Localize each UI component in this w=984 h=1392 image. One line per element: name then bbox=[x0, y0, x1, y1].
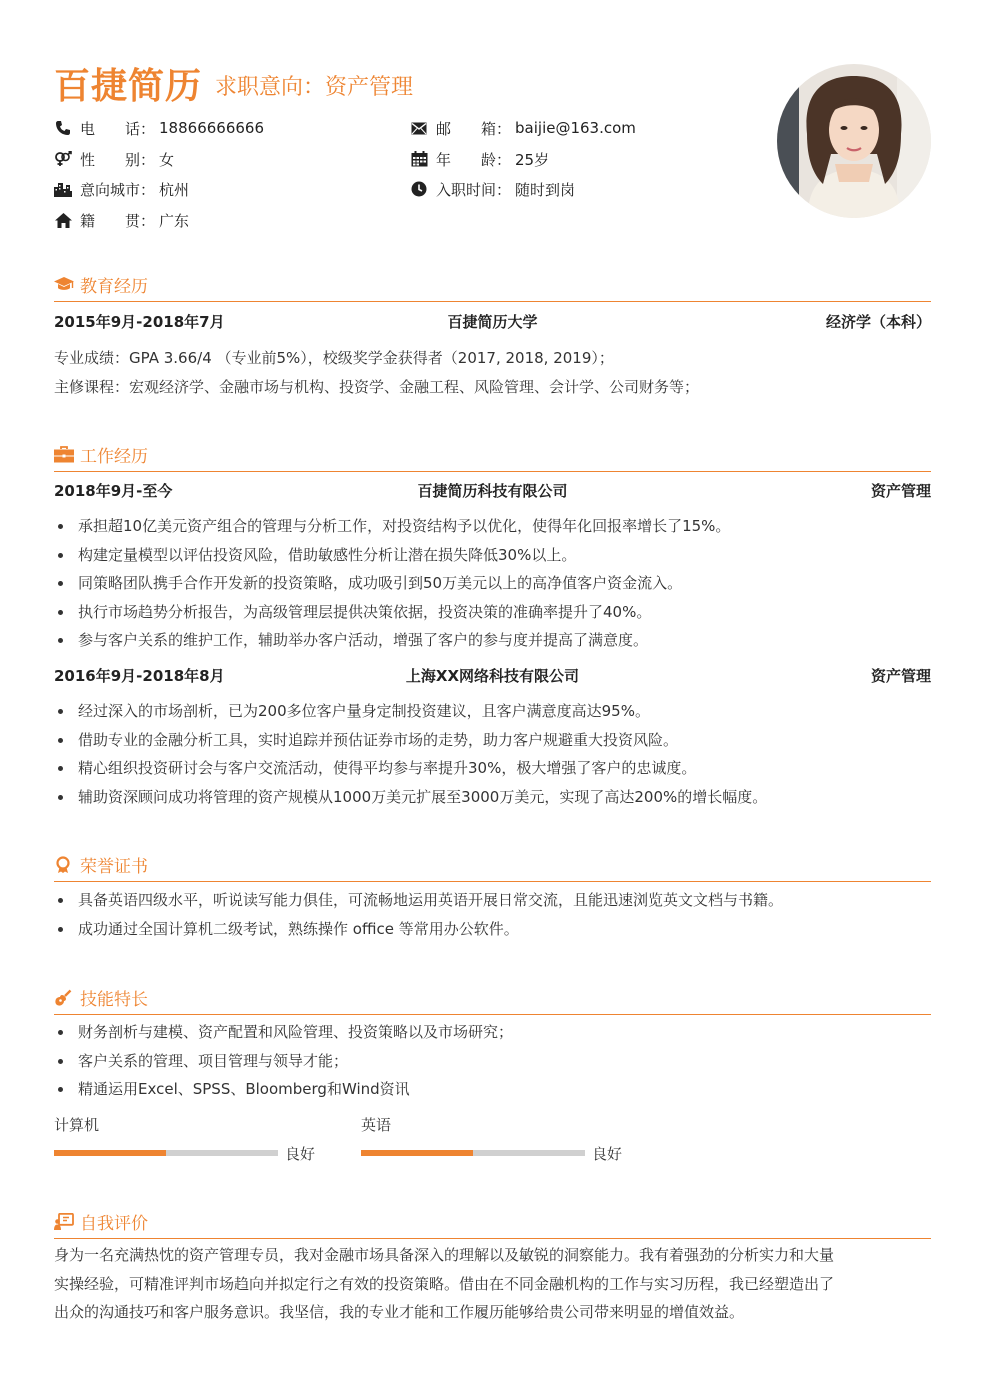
skill-computer-bar bbox=[54, 1150, 278, 1156]
briefcase-icon bbox=[54, 446, 74, 464]
honors-bullets bbox=[54, 886, 931, 943]
profile-photo bbox=[777, 64, 931, 218]
list-item: 具备英语四级水平，听说读写能力俱佳，可流畅地运用英语开展日常交流，且能迅速浏览英文文档与书籍。 bbox=[54, 886, 931, 915]
clock-icon bbox=[410, 180, 428, 198]
skills-section-header bbox=[54, 985, 931, 1015]
phone-row bbox=[54, 117, 264, 139]
job-1-row bbox=[54, 480, 931, 502]
graduation-cap-icon bbox=[54, 276, 74, 294]
skill-computer-label: 计算机 bbox=[54, 1116, 100, 1134]
age-row bbox=[410, 148, 549, 170]
age-label: 年 龄： bbox=[436, 150, 512, 169]
education-title: 教育经历 bbox=[80, 277, 148, 297]
job-2-date: 2016年9月-2018年8月 bbox=[54, 667, 225, 685]
presenter-icon bbox=[54, 1213, 74, 1231]
award-icon bbox=[54, 856, 74, 874]
skill-english-level: 良好 bbox=[592, 1145, 623, 1163]
skills-title: 技能特长 bbox=[80, 990, 148, 1010]
guitar-icon bbox=[54, 989, 74, 1007]
job-intent: 求职意向：资产管理 bbox=[215, 75, 414, 100]
list-item: 构建定量模型以评估投资风险，借助敏感性分析让潜在损失降低30%以上。 bbox=[54, 541, 931, 570]
list-item: 同策略团队携手合作开发新的投资策略，成功吸引到50万美元以上的高净值客户资金流入。 bbox=[54, 569, 931, 598]
skill-english-label: 英语 bbox=[361, 1116, 392, 1134]
education-row bbox=[54, 311, 931, 333]
self-title: 自我评价 bbox=[80, 1214, 148, 1234]
list-item: 借助专业的金融分析工具，实时追踪并预估证券市场的走势，助力客户规避重大投资风险。 bbox=[54, 726, 931, 755]
mail-icon bbox=[410, 119, 428, 137]
education-section-header bbox=[54, 272, 931, 302]
education-courses: 主修课程：宏观经济学、金融市场与机构、投资学、金融工程、风险管理、会计学、公司财务等； bbox=[54, 378, 700, 396]
calendar-icon bbox=[410, 150, 428, 168]
list-item: 财务剖析与建模、资产配置和风险管理、投资策略以及市场研究； bbox=[54, 1018, 931, 1047]
email-label: 邮 箱： bbox=[436, 119, 512, 138]
email-value: baijie@163.com bbox=[515, 119, 636, 137]
start-value: 随时到岗 bbox=[515, 180, 576, 199]
list-item: 辅助资深顾问成功将管理的资产规模从1000万美元扩展至3000万美元，实现了高达200%的增长幅度。 bbox=[54, 783, 931, 812]
city-icon bbox=[54, 180, 72, 198]
self-section-header bbox=[54, 1209, 931, 1239]
skill-computer-bar-fill bbox=[54, 1150, 166, 1156]
gender-row bbox=[54, 148, 174, 170]
education-grades: 专业成绩：GPA 3.66/4 （专业前5%），校级奖学金获得者（2017, 2018, 2019）； bbox=[54, 349, 614, 367]
job-2-row bbox=[54, 665, 931, 687]
age-value: 25岁 bbox=[515, 150, 550, 169]
email-row bbox=[410, 117, 636, 139]
self-line-2: 实操经验，可精准评判市场趋向并拟定行之有效的投资策略。借由在不同金融机构的工作与实习历程，我已经塑造出了 bbox=[54, 1274, 835, 1293]
origin-value: 广东 bbox=[159, 211, 190, 230]
honors-section-header bbox=[54, 852, 931, 882]
start-row bbox=[410, 178, 575, 200]
candidate-name: 百捷简历 bbox=[54, 66, 203, 107]
start-label: 入职时间： bbox=[436, 180, 512, 199]
city-value: 杭州 bbox=[159, 180, 190, 199]
city-row bbox=[54, 178, 189, 200]
list-item: 经过深入的市场剖析，已为200多位客户量身定制投资建议，且客户满意度高达95%。 bbox=[54, 697, 931, 726]
list-item: 客户关系的管理、项目管理与领导才能； bbox=[54, 1047, 931, 1076]
list-item: 参与客户关系的维护工作，辅助举办客户活动，增强了客户的参与度并提高了满意度。 bbox=[54, 626, 931, 655]
self-evaluation-text bbox=[54, 1241, 931, 1327]
self-line-3: 出众的沟通技巧和客户服务意识。我坚信，我的专业才能和工作履历能够给贵公司带来明显的增值效益。 bbox=[54, 1303, 745, 1321]
phone-value: 18866666666 bbox=[159, 119, 264, 137]
skills-bullets bbox=[54, 1018, 931, 1104]
honors-title: 荣誉证书 bbox=[80, 857, 148, 877]
origin-row bbox=[54, 209, 189, 231]
job-1-company: 百捷简历科技有限公司 bbox=[417, 482, 568, 500]
gender-label: 性 别： bbox=[80, 150, 156, 169]
self-line-1: 身为一名充满热忱的资产管理专员，我对金融市场具备深入的理解以及敏锐的洞察能力。我有着强劲的分析实力和大量 bbox=[54, 1246, 835, 1264]
list-item: 精心组织投资研讨会与客户交流活动，使得平均参与率提升30%，极大增强了客户的忠诚度。 bbox=[54, 754, 931, 783]
list-item: 成功通过全国计算机二级考试，熟练操作 office 等常用办公软件。 bbox=[54, 915, 931, 944]
job-2-company: 上海XX网络科技有限公司 bbox=[405, 667, 580, 685]
job-2-bullets bbox=[54, 697, 931, 811]
job-1-date: 2018年9月-至今 bbox=[54, 482, 173, 500]
list-item: 执行市场趋势分析报告，为高级管理层提供决策依据，投资决策的准确率提升了40%。 bbox=[54, 598, 931, 627]
city-label: 意向城市： bbox=[80, 180, 156, 199]
education-major: 经济学（本科） bbox=[825, 313, 931, 331]
origin-label: 籍 贯： bbox=[80, 211, 156, 230]
job-1-role: 资产管理 bbox=[870, 482, 931, 500]
skill-computer-level: 良好 bbox=[285, 1145, 316, 1163]
job-2-role: 资产管理 bbox=[870, 667, 931, 685]
list-item: 精通运用Excel、SPSS、Bloomberg和Wind资讯 bbox=[54, 1075, 931, 1104]
skill-english-bar bbox=[361, 1150, 585, 1156]
work-title: 工作经历 bbox=[80, 447, 148, 467]
job-1-bullets bbox=[54, 512, 931, 655]
education-school: 百捷简历大学 bbox=[447, 313, 538, 331]
gender-icon bbox=[54, 150, 72, 168]
home-icon bbox=[54, 211, 72, 229]
gender-value: 女 bbox=[159, 150, 175, 169]
skill-english-bar-fill bbox=[361, 1150, 473, 1156]
phone-label: 电 话： bbox=[80, 119, 156, 138]
work-section-header bbox=[54, 442, 931, 472]
list-item: 承担超10亿美元资产组合的管理与分析工作，对投资结构予以优化，使得年化回报率增长了15%。 bbox=[54, 512, 931, 541]
education-date: 2015年9月-2018年7月 bbox=[54, 313, 225, 331]
phone-icon bbox=[54, 119, 72, 137]
